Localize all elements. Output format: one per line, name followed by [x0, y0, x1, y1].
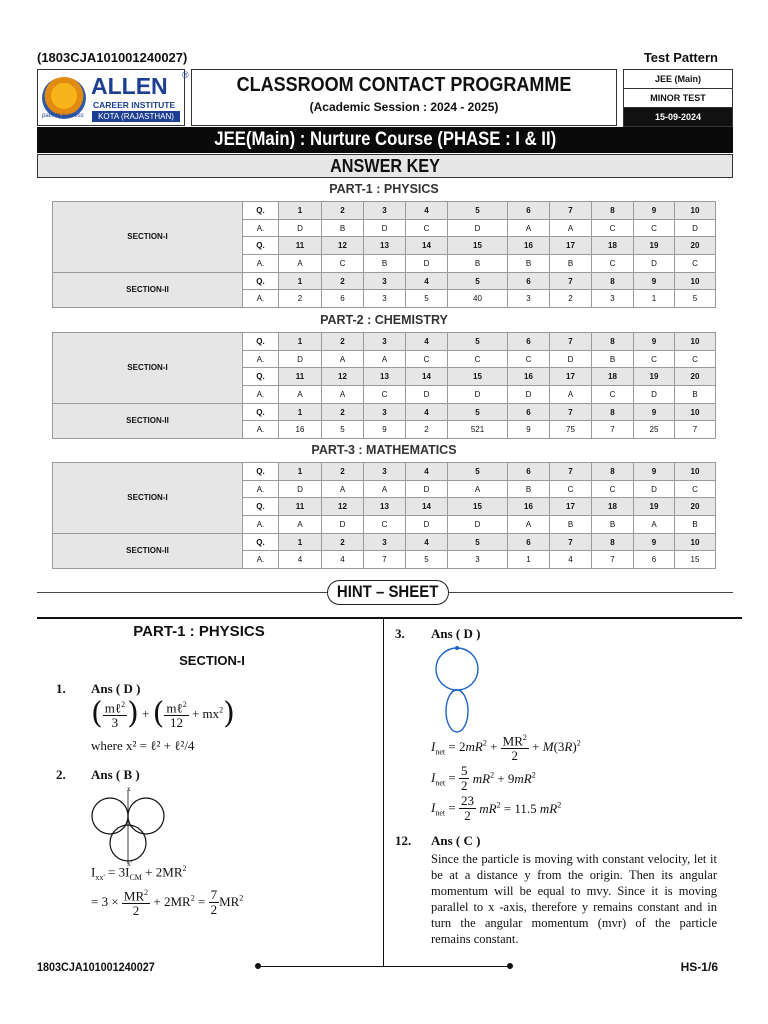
answer-cell: B — [448, 255, 508, 273]
question-number-cell: 15 — [448, 368, 508, 386]
question-number-cell: 2 — [322, 403, 364, 421]
answer-label: Ans ( C ) — [431, 833, 481, 848]
question-label: Q. — [243, 368, 279, 386]
question-number-cell: 6 — [508, 272, 550, 290]
question-number-cell: 17 — [550, 498, 592, 516]
course-title: JEE(Main) : Nurture Course (PHASE : I & II) — [214, 129, 556, 150]
section-label: SECTION-II — [53, 403, 243, 438]
answer-cell: 4 — [279, 551, 322, 569]
answer-label: A. — [243, 480, 279, 498]
question-label: Q. — [243, 498, 279, 516]
answer-cell: B — [550, 255, 592, 273]
question-number-cell: 7 — [550, 403, 592, 421]
answer-cell: 6 — [634, 551, 675, 569]
answer-cell: C — [406, 219, 448, 237]
question-number-cell: 12 — [322, 368, 364, 386]
page-number: HS-1/6 — [680, 960, 718, 974]
test-pattern-title: Test Pattern — [643, 50, 718, 65]
question-number-cell: 4 — [406, 533, 448, 551]
explanation-q12: Since the particle is moving with constant velocity, let it be at a distance y from the origin. Then its angular momentum will be equal to mvy. Since it is moving parallel to x -axis, therefore y remains constant and in turn the angular momentum (mvr) of the particle remains constant. — [431, 852, 717, 946]
question-number-cell: 13 — [364, 237, 406, 255]
question-number-cell: 16 — [508, 498, 550, 516]
answer-label: A. — [243, 350, 279, 368]
table-row — [53, 202, 716, 220]
divider — [37, 617, 742, 619]
section-label: SECTION-II — [53, 272, 243, 307]
answer-cell: D — [634, 386, 675, 404]
part-title: PART-3 : MATHEMATICS — [311, 443, 457, 457]
answer-cell: A — [634, 516, 675, 534]
question-number-cell: 20 — [675, 498, 716, 516]
formula-q1-where: where x² = ℓ² + ℓ²/4 — [91, 738, 195, 753]
question-number-cell: 8 — [592, 272, 634, 290]
question-number-cell: 7 — [550, 533, 592, 551]
answer-cell: D — [448, 516, 508, 534]
answer-cell: C — [634, 219, 675, 237]
question-number-cell: 16 — [508, 368, 550, 386]
question-number-cell: 8 — [592, 202, 634, 220]
answer-cell: A — [364, 480, 406, 498]
question-number-cell: 12 — [322, 237, 364, 255]
question-number-cell: 8 — [592, 403, 634, 421]
question-label: Q. — [243, 272, 279, 290]
question-number-cell: 7 — [550, 272, 592, 290]
question-number-cell: 1 — [279, 403, 322, 421]
table-row — [53, 333, 716, 351]
question-number-cell: 5 — [448, 403, 508, 421]
question-number-cell: 7 — [550, 202, 592, 220]
answer-cell: A — [322, 480, 364, 498]
question-number-cell: 10 — [675, 533, 716, 551]
question-number-cell: 20 — [675, 237, 716, 255]
question-number-cell: 5 — [448, 463, 508, 481]
answer-cell: A — [448, 480, 508, 498]
answer-cell: C — [448, 350, 508, 368]
footer-code: 1803CJA101001240027 — [37, 960, 155, 974]
answer-cell: D — [448, 386, 508, 404]
question-number-cell: 3 — [364, 533, 406, 551]
answer-cell: C — [675, 480, 716, 498]
question-number-cell: 10 — [675, 403, 716, 421]
divider — [37, 592, 327, 593]
question-number-cell: 10 — [675, 463, 716, 481]
exam-name: JEE (Main) — [623, 69, 733, 88]
table-row — [53, 272, 716, 290]
question-number-cell: 6 — [508, 333, 550, 351]
test-date: 15-09-2024 — [623, 107, 733, 127]
question-number-cell: 14 — [406, 237, 448, 255]
question-number-cell: 1 — [279, 333, 322, 351]
section-label: SECTION-I — [53, 463, 243, 534]
question-number-cell: 14 — [406, 498, 448, 516]
question-number-cell: 17 — [550, 237, 592, 255]
answer-cell: D — [406, 516, 448, 534]
question-number: 12. — [395, 833, 412, 848]
logo-registered-mark: ® — [182, 70, 189, 80]
question-number-cell: 4 — [406, 463, 448, 481]
column-divider — [383, 618, 384, 966]
question-number-cell: 3 — [364, 333, 406, 351]
answer-table-physics — [52, 201, 716, 308]
question-number-cell: 4 — [406, 272, 448, 290]
question-number-cell: 2 — [322, 533, 364, 551]
question-number-cell: 17 — [550, 368, 592, 386]
question-number-cell: 15 — [448, 237, 508, 255]
answer-cell: 3 — [508, 290, 550, 308]
logo-location: KOTA (RAJASTHAN) — [92, 111, 180, 122]
answer-cell: 3 — [448, 551, 508, 569]
course-banner — [37, 127, 733, 153]
question-label: Q. — [243, 333, 279, 351]
answer-cell: 2 — [279, 290, 322, 308]
answer-cell: 1 — [508, 551, 550, 569]
question-number-cell: 8 — [592, 533, 634, 551]
answer-cell: 5 — [406, 290, 448, 308]
answer-label: A. — [243, 255, 279, 273]
question-number-cell: 9 — [634, 463, 675, 481]
answer-cell: B — [550, 516, 592, 534]
answer-cell: 6 — [322, 290, 364, 308]
footer-line — [258, 966, 510, 967]
answer-cell: D — [406, 480, 448, 498]
answer-label: A. — [243, 290, 279, 308]
question-number-cell: 3 — [364, 463, 406, 481]
question-number-cell: 1 — [279, 463, 322, 481]
answer-cell: B — [322, 219, 364, 237]
question-number-cell: 12 — [322, 498, 364, 516]
answer-cell: C — [592, 219, 634, 237]
table-row — [53, 533, 716, 551]
answer-cell: C — [592, 255, 634, 273]
answer-cell: C — [406, 350, 448, 368]
answer-label: A. — [243, 386, 279, 404]
document-code: (1803CJA101001240027) — [37, 50, 188, 65]
answer-cell: A — [322, 350, 364, 368]
table-row — [53, 463, 716, 481]
answer-cell: B — [508, 480, 550, 498]
question-number-cell: 6 — [508, 202, 550, 220]
question-number-cell: 10 — [675, 333, 716, 351]
question-number-cell: 3 — [364, 202, 406, 220]
answer-cell: 7 — [592, 551, 634, 569]
svg-text:x: x — [127, 785, 131, 793]
question-number-cell: 4 — [406, 202, 448, 220]
part-title: PART-2 : CHEMISTRY — [320, 313, 448, 327]
question-label: Q. — [243, 463, 279, 481]
answer-cell: C — [364, 386, 406, 404]
logo-institute: CAREER INSTITUTE — [93, 100, 176, 110]
question-number-cell: 9 — [634, 272, 675, 290]
question-number-cell: 1 — [279, 202, 322, 220]
answer-cell: 2 — [406, 421, 448, 439]
answer-cell: B — [592, 516, 634, 534]
section-label: SECTION-I — [53, 202, 243, 273]
question-label: Q. — [243, 237, 279, 255]
answer-cell: A — [508, 219, 550, 237]
question-number-cell: 4 — [406, 403, 448, 421]
question-number-cell: 1 — [279, 272, 322, 290]
answer-cell: C — [634, 350, 675, 368]
hint-sheet-title — [327, 580, 449, 605]
answer-cell: 4 — [550, 551, 592, 569]
divider — [449, 592, 733, 593]
question-number-cell: 9 — [634, 533, 675, 551]
answer-cell: B — [364, 255, 406, 273]
section-label: SECTION-I — [53, 333, 243, 404]
answer-cell: A — [364, 350, 406, 368]
formula-q3-line1: $I_{net} = 2mR^2$ + $\frac{MR^2}{2}$ + $M(3R)^2$ — [431, 733, 581, 764]
question-number: 1. — [56, 681, 66, 696]
question-number-cell: 1 — [279, 533, 322, 551]
answer-label: Ans ( D ) — [91, 681, 141, 696]
question-number-cell: 2 — [322, 202, 364, 220]
question-number-cell: 18 — [592, 237, 634, 255]
question-number-cell: 5 — [448, 272, 508, 290]
answer-cell: B — [508, 255, 550, 273]
hint-section-title: SECTION-I — [179, 653, 245, 668]
answer-key-banner — [37, 154, 733, 178]
question-number-cell: 11 — [279, 498, 322, 516]
question-number-cell: 5 — [448, 533, 508, 551]
answer-cell: C — [592, 386, 634, 404]
question-number-cell: 2 — [322, 463, 364, 481]
answer-cell: 9 — [364, 421, 406, 439]
question-number-cell: 9 — [634, 403, 675, 421]
answer-cell: D — [406, 386, 448, 404]
program-title: CLASSROOM CONTACT PROGRAMME — [236, 74, 572, 96]
answer-label: Ans ( B ) — [91, 767, 140, 782]
logo-tagline: path to success — [42, 113, 84, 119]
header — [37, 69, 733, 126]
part-title: PART-1 : PHYSICS — [329, 182, 439, 196]
answer-cell: C — [550, 480, 592, 498]
answer-cell: C — [675, 255, 716, 273]
answer-cell: D — [322, 516, 364, 534]
question-number-cell: 13 — [364, 368, 406, 386]
question-number-cell: 6 — [508, 403, 550, 421]
question-number-cell: 10 — [675, 202, 716, 220]
answer-cell: 75 — [550, 421, 592, 439]
question-number-cell: 16 — [508, 237, 550, 255]
answer-cell: 16 — [279, 421, 322, 439]
question-number-cell: 3 — [364, 403, 406, 421]
question-number-cell: 2 — [322, 333, 364, 351]
answer-cell: 5 — [322, 421, 364, 439]
formula-q3-line3: $I_{net}$ = $\frac{23}{2}$ $mR^2 = 11.5$ $mR^2$ — [431, 793, 562, 823]
answer-cell: 5 — [406, 551, 448, 569]
answer-cell: D — [406, 255, 448, 273]
answer-cell: D — [448, 219, 508, 237]
question-number-cell: 8 — [592, 463, 634, 481]
question-label: Q. — [243, 403, 279, 421]
formula-q2-line1: $I_{xx'} = 3I_{CM} + 2MR^2$ — [91, 864, 187, 882]
answer-table-mathematics — [52, 462, 716, 569]
answer-cell: A — [508, 516, 550, 534]
answer-cell: A — [279, 255, 322, 273]
question-number-cell: 5 — [448, 202, 508, 220]
answer-cell: 3 — [364, 290, 406, 308]
answer-cell: C — [322, 255, 364, 273]
test-type: MINOR TEST — [623, 88, 733, 107]
answer-cell: C — [675, 350, 716, 368]
answer-cell: C — [508, 350, 550, 368]
answer-cell: D — [550, 350, 592, 368]
answer-cell: A — [279, 516, 322, 534]
table-row — [53, 403, 716, 421]
logo-brand: ALLEN — [91, 73, 168, 99]
hint-part-title: PART-1 : PHYSICS — [133, 623, 265, 640]
question-number-cell: 9 — [634, 333, 675, 351]
answer-cell: A — [322, 386, 364, 404]
question-number-cell: 3 — [364, 272, 406, 290]
answer-cell: B — [675, 516, 716, 534]
answer-cell: D — [364, 219, 406, 237]
answer-cell: A — [279, 386, 322, 404]
question-number-cell: 6 — [508, 463, 550, 481]
three-rings-figure — [88, 784, 168, 868]
ring-disc-figure — [430, 645, 484, 735]
answer-cell: 2 — [550, 290, 592, 308]
question-number: 3. — [395, 626, 405, 641]
answer-key-title: ANSWER KEY — [330, 156, 440, 176]
answer-label: A. — [243, 551, 279, 569]
formula-q3-line2: $I_{net}$ = $\frac{5}{2}$ $mR^2 + 9mR^2$ — [431, 763, 536, 793]
answer-label: A. — [243, 219, 279, 237]
program-session: (Academic Session : 2024 - 2025) — [309, 100, 499, 114]
answer-table-chemistry — [52, 332, 716, 439]
answer-cell: A — [550, 219, 592, 237]
question-number-cell: 5 — [448, 333, 508, 351]
question-number-cell: 19 — [634, 237, 675, 255]
question-number-cell: 19 — [634, 498, 675, 516]
question-number-cell: 11 — [279, 237, 322, 255]
question-number-cell: 10 — [675, 272, 716, 290]
answer-cell: 7 — [364, 551, 406, 569]
answer-cell: D — [675, 219, 716, 237]
question-number-cell: 20 — [675, 368, 716, 386]
answer-cell: D — [634, 255, 675, 273]
answer-cell: 5 — [675, 290, 716, 308]
answer-cell: 40 — [448, 290, 508, 308]
question-number-cell: 18 — [592, 498, 634, 516]
question-number-cell: 18 — [592, 368, 634, 386]
answer-cell: 15 — [675, 551, 716, 569]
answer-cell: 9 — [508, 421, 550, 439]
answer-cell: D — [508, 386, 550, 404]
svg-text:x': x' — [127, 860, 132, 868]
allen-logo — [37, 69, 189, 126]
question-number-cell: 7 — [550, 463, 592, 481]
question-number: 2. — [56, 767, 66, 782]
answer-cell: 7 — [592, 421, 634, 439]
answer-cell: 4 — [322, 551, 364, 569]
question-number-cell: 6 — [508, 533, 550, 551]
answer-cell: 1 — [634, 290, 675, 308]
answer-cell: C — [364, 516, 406, 534]
answer-label: Ans ( D ) — [431, 626, 481, 641]
section-label: SECTION-II — [53, 533, 243, 568]
answer-cell: C — [592, 480, 634, 498]
question-number-cell: 14 — [406, 368, 448, 386]
hint-sheet-label: HINT – SHEET — [337, 582, 439, 601]
answer-cell: 521 — [448, 421, 508, 439]
question-label: Q. — [243, 202, 279, 220]
formula-q1: ( $\frac{m\ell^2}{3}$ ) + ( $\frac{m\ell^2}{12}$ + $mx^2$) — [91, 696, 235, 732]
question-number-cell: 11 — [279, 368, 322, 386]
answer-cell: B — [592, 350, 634, 368]
answer-label: A. — [243, 421, 279, 439]
question-number-cell: 7 — [550, 333, 592, 351]
question-label: Q. — [243, 533, 279, 551]
question-number-cell: 9 — [634, 202, 675, 220]
answer-cell: D — [279, 219, 322, 237]
answer-label: A. — [243, 516, 279, 534]
answer-cell: D — [634, 480, 675, 498]
answer-cell: A — [550, 386, 592, 404]
question-number-cell: 2 — [322, 272, 364, 290]
formula-q2-line2: = 3 × $\frac{MR^2}{2}$ + $2MR^2$ = $\frac{7}{2}$ $MR^2$ — [91, 886, 244, 919]
question-number-cell: 15 — [448, 498, 508, 516]
question-number-cell: 13 — [364, 498, 406, 516]
question-number-cell: 8 — [592, 333, 634, 351]
question-number-cell: 4 — [406, 333, 448, 351]
answer-cell: D — [279, 480, 322, 498]
answer-cell: B — [675, 386, 716, 404]
exam-info — [623, 69, 733, 126]
answer-cell: 3 — [592, 290, 634, 308]
answer-cell: 25 — [634, 421, 675, 439]
answer-cell: 7 — [675, 421, 716, 439]
footer-dot — [507, 963, 513, 969]
answer-cell: D — [279, 350, 322, 368]
program-box — [191, 69, 617, 126]
question-number-cell: 19 — [634, 368, 675, 386]
